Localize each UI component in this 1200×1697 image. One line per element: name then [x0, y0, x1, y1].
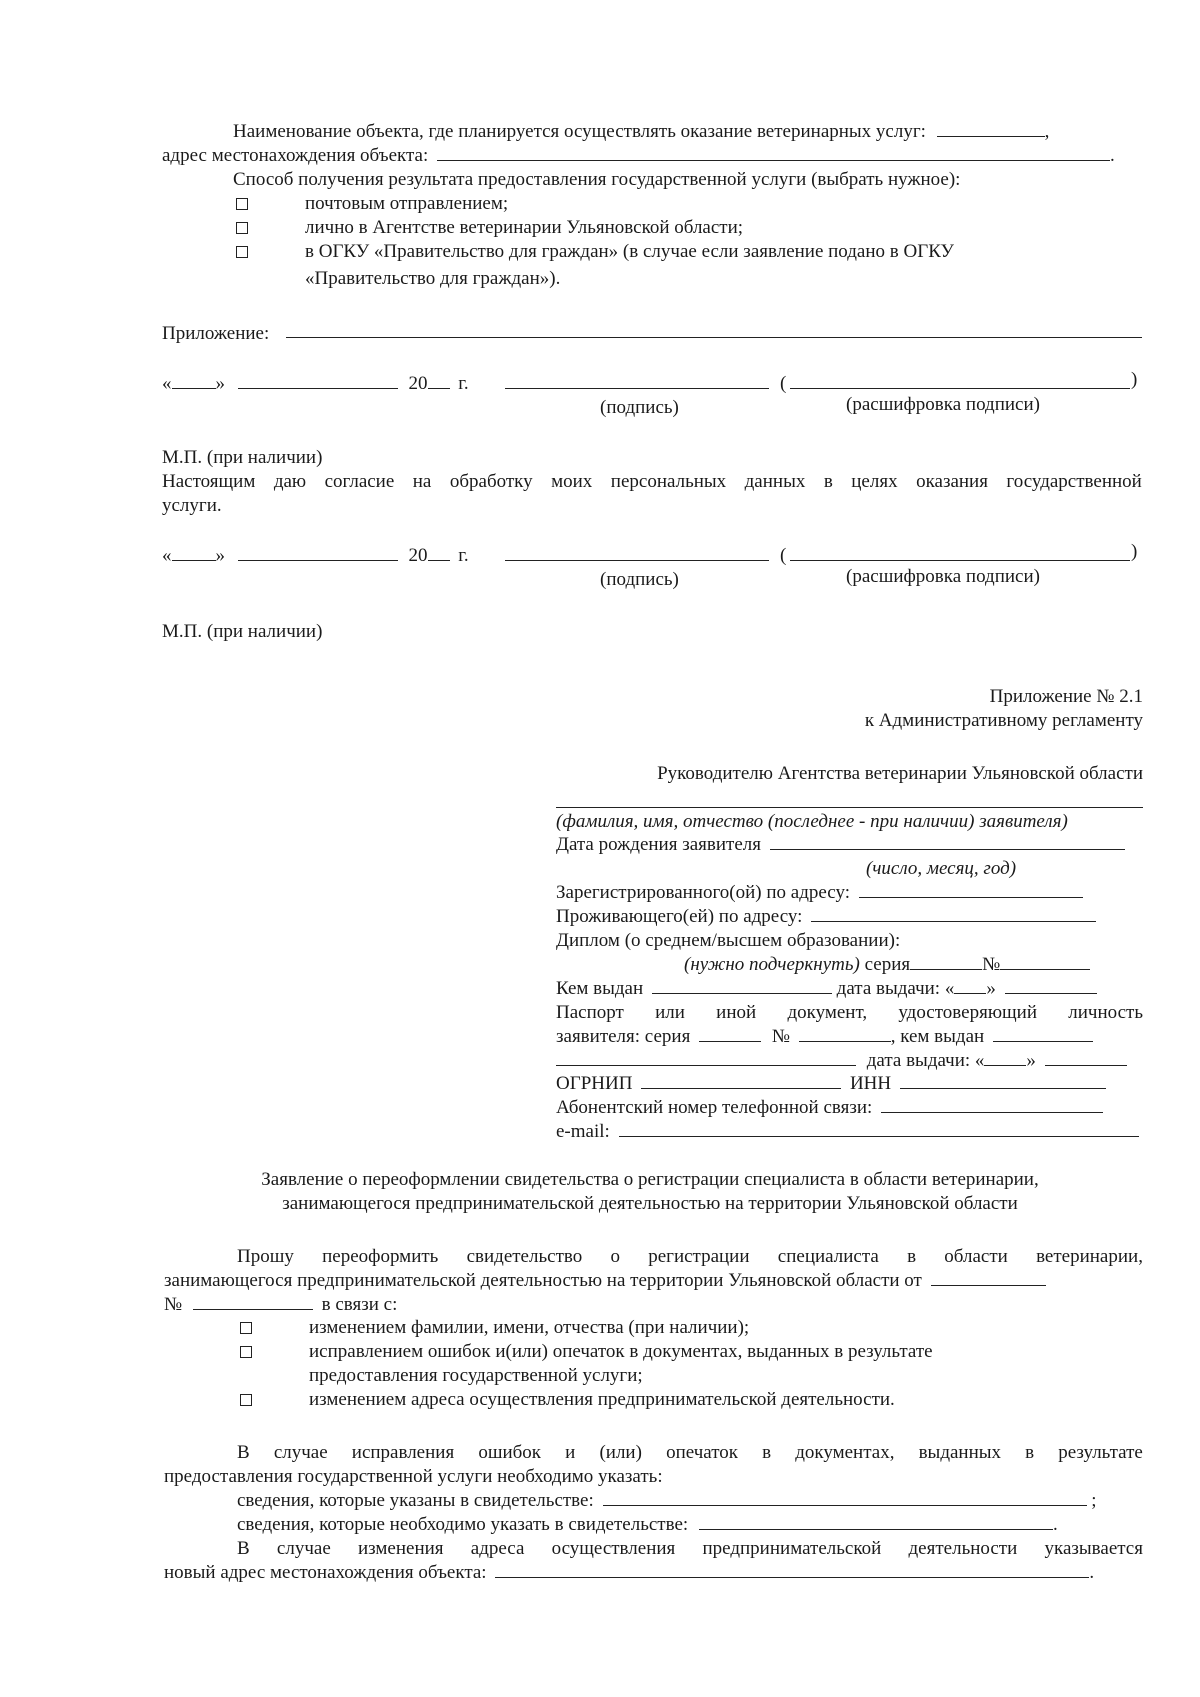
- passport-line-3: дата выдачи: « »: [556, 1049, 1127, 1073]
- p3-line-2: новый адрес местонахождения объекта: .: [164, 1562, 1095, 1583]
- inn-field[interactable]: [900, 1073, 1106, 1089]
- decode-field-1[interactable]: [790, 388, 1130, 389]
- reason-address-change: изменением адреса осуществления предпринимательской деятельности.: [309, 1389, 895, 1410]
- p1-line-3: № в связи с:: [164, 1294, 398, 1315]
- year-field-1[interactable]: [428, 373, 450, 389]
- method-title: Способ получения результата предоставления государственной услуги (выбрать нужное):: [233, 169, 961, 190]
- certificate-date-field[interactable]: [931, 1270, 1046, 1286]
- year-field-2[interactable]: [428, 545, 450, 561]
- passport-line-1: Паспорт или иной документ, удостоверяющий личность: [556, 1002, 1143, 1023]
- current-info-field[interactable]: [603, 1490, 1087, 1506]
- phone-line: Абонентский номер телефонной связи:: [556, 1096, 1103, 1120]
- email-line: e-mail:: [556, 1120, 1139, 1144]
- checkbox-name-change[interactable]: [240, 1322, 252, 1334]
- appendix-number: Приложение № 2.1: [989, 686, 1143, 707]
- addressee: Руководителю Агентства ветеринарии Ульяновской области: [657, 763, 1143, 784]
- object-address-field[interactable]: [437, 145, 1110, 161]
- checkbox-error-fix[interactable]: [240, 1346, 252, 1358]
- diploma-issuer-field[interactable]: [652, 978, 832, 994]
- p3-line-1: В случае изменения адреса осуществления предпринимательской деятельности указывается: [237, 1538, 1143, 1559]
- paren-open-1: (: [780, 373, 787, 394]
- living-field[interactable]: [811, 906, 1096, 922]
- diploma-issued-line: Кем выдан дата выдачи: « »: [556, 977, 1097, 1001]
- certificate-number-field[interactable]: [193, 1294, 313, 1310]
- correct-info-field[interactable]: [699, 1514, 1053, 1530]
- diploma-number-field[interactable]: [1000, 954, 1090, 970]
- consent-line-2: услуги.: [162, 495, 222, 516]
- date-line-1: « » 20 г.: [162, 373, 469, 394]
- passport-issuer-cont-field[interactable]: [556, 1050, 856, 1066]
- passport-issuer-field[interactable]: [993, 1026, 1093, 1042]
- attachment-field[interactable]: [286, 337, 1142, 338]
- date-line-2: « » 20 г.: [162, 545, 469, 566]
- diploma-label: Диплом (о среднем/высшем образовании):: [556, 930, 901, 951]
- statement-title-1: Заявление о переоформлении свидетельства о регистрации специалиста в области ветеринарии,: [261, 1169, 1039, 1190]
- passport-line-2: заявителя: серия № , кем выдан: [556, 1025, 1093, 1049]
- checkbox-ogku[interactable]: [236, 246, 248, 258]
- option-ogku-cont: «Правительство для граждан»).: [305, 268, 561, 289]
- p2-line-3: сведения, которые указаны в свидетельстве: ;: [237, 1490, 1097, 1511]
- object-name-line: Наименование объекта, где планируется осуществлять оказание ветеринарных услуг: ,: [233, 121, 1050, 142]
- fio-field[interactable]: [556, 807, 1143, 808]
- paren-close-1: ): [1131, 369, 1138, 390]
- passport-number-field[interactable]: [799, 1026, 891, 1042]
- day-field-1[interactable]: [172, 373, 216, 389]
- birth-line: Дата рождения заявителя: [556, 833, 1125, 857]
- signature-caption-2: (подпись): [600, 569, 679, 590]
- signature-field-2[interactable]: [505, 560, 769, 561]
- month-field-1[interactable]: [238, 373, 398, 389]
- p2-line-1: В случае исправления ошибок и (или) опечаток в документах, выданных в результате: [237, 1442, 1143, 1463]
- passport-series-field[interactable]: [699, 1026, 761, 1042]
- appendix-regulation: к Административному регламенту: [864, 710, 1143, 731]
- statement-title-2: занимающегося предпринимательской деятельностью на территории Ульяновской области: [282, 1193, 1018, 1214]
- living-line: Проживающего(ей) по адресу:: [556, 905, 1096, 929]
- reason-error-fix: исправлением ошибок и(или) опечаток в документах, выданных в результате: [309, 1341, 933, 1362]
- decode-field-2[interactable]: [790, 560, 1130, 561]
- decode-caption-2: (расшифровка подписи): [846, 566, 1040, 587]
- diploma-day-field[interactable]: [954, 978, 986, 994]
- diploma-series-line: (нужно подчеркнуть) серия №: [684, 953, 1090, 977]
- reason-error-fix-cont: предоставления государственной услуги;: [309, 1365, 643, 1386]
- reason-name-change: изменением фамилии, имени, отчества (при наличии);: [309, 1317, 750, 1338]
- passport-day-field[interactable]: [984, 1050, 1026, 1066]
- paren-close-2: ): [1131, 541, 1138, 562]
- signature-caption-1: (подпись): [600, 397, 679, 418]
- p2-line-2: предоставления государственной услуги необходимо указать:: [164, 1466, 663, 1487]
- p2-line-4: сведения, которые необходимо указать в свидетельстве: .: [237, 1514, 1058, 1535]
- p1-line-1: Прошу переоформить свидетельство о регистрации специалиста в области ветеринарии,: [237, 1246, 1143, 1267]
- object-name-field[interactable]: [937, 121, 1045, 137]
- email-field[interactable]: [619, 1121, 1139, 1137]
- p1-line-2: занимающегося предпринимательской деятельностью на территории Ульяновской области от: [164, 1269, 1046, 1293]
- option-post: почтовым отправлением;: [305, 193, 509, 214]
- passport-date-field[interactable]: [1045, 1050, 1127, 1066]
- signature-field-1[interactable]: [505, 388, 769, 389]
- birth-hint: (число, месяц, год): [866, 858, 1017, 879]
- checkbox-post[interactable]: [236, 198, 248, 210]
- birth-field[interactable]: [770, 834, 1125, 850]
- ogrnip-field[interactable]: [641, 1073, 841, 1089]
- attachment-label: Приложение:: [162, 323, 270, 344]
- month-field-2[interactable]: [238, 545, 398, 561]
- day-field-2[interactable]: [172, 545, 216, 561]
- object-address-line: адрес местонахождения объекта: .: [162, 145, 1115, 166]
- paren-open-2: (: [780, 545, 787, 566]
- new-address-field[interactable]: [495, 1562, 1089, 1578]
- checkbox-in-person[interactable]: [236, 222, 248, 234]
- fio-hint: (фамилия, имя, отчество (последнее - при наличии) заявителя): [556, 811, 1068, 832]
- decode-caption-1: (расшифровка подписи): [846, 394, 1040, 415]
- consent-line: Настоящим даю согласие на обработку моих персональных данных в целях оказания государственной: [162, 471, 1142, 492]
- checkbox-address-change[interactable]: [240, 1394, 252, 1406]
- registered-line: Зарегистрированного(ой) по адресу:: [556, 881, 1083, 905]
- ogrnip-line: ОГРНИП ИНН: [556, 1072, 1106, 1096]
- mp-2: М.П. (при наличии): [162, 621, 323, 642]
- registered-field[interactable]: [859, 882, 1083, 898]
- option-in-person: лично в Агентстве ветеринарии Ульяновской области;: [305, 217, 744, 238]
- diploma-series-field[interactable]: [910, 954, 982, 970]
- diploma-date-field[interactable]: [1005, 978, 1097, 994]
- mp-1: М.П. (при наличии): [162, 447, 323, 468]
- phone-field[interactable]: [881, 1097, 1103, 1113]
- option-ogku: в ОГКУ «Правительство для граждан» (в случае если заявление подано в ОГКУ: [305, 241, 954, 262]
